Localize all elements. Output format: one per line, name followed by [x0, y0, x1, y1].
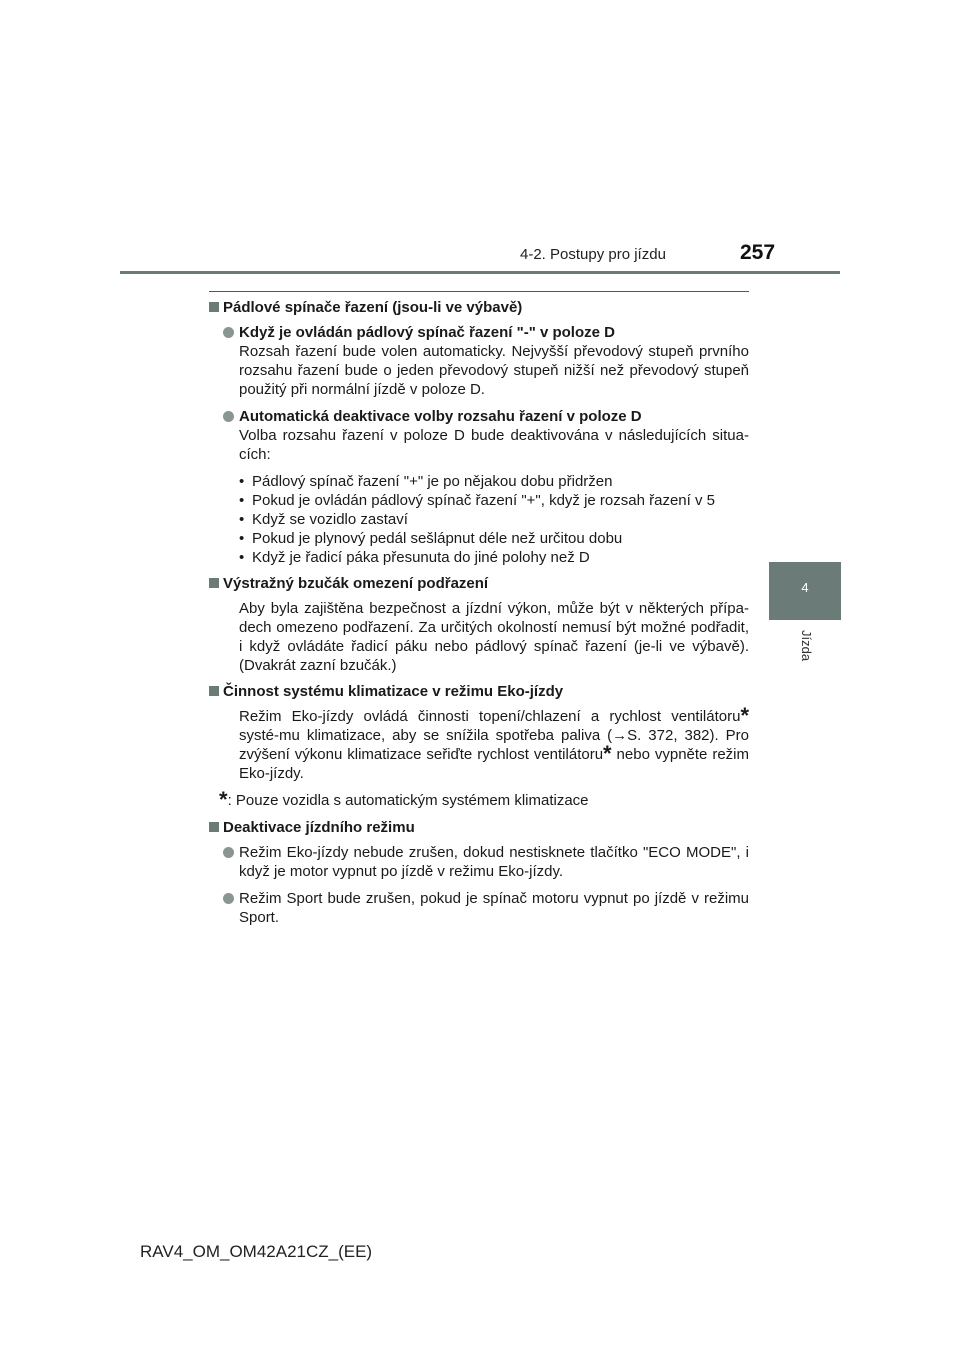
header-rule: [120, 271, 840, 274]
circle-bullet-icon: [223, 327, 234, 338]
section-heading: [209, 818, 749, 837]
subsection-text: Volba rozsahu řazení v poloze D bude deaktivována v následujících situa-cích:: [239, 427, 749, 463]
chapter-label: Jízda: [799, 630, 814, 662]
main-content: [209, 298, 749, 935]
circle-bullet-icon: [223, 847, 234, 858]
section-title: Deaktivace jízdního režimu: [223, 819, 415, 836]
subsection-minus-switch: [209, 323, 749, 399]
list-item: • Pokud je plynový pedál sešlápnut déle než určitou dobu: [239, 529, 749, 548]
document-code: RAV4_OM_OM42A21CZ_(EE): [140, 1242, 373, 1261]
content-top-rule: [209, 291, 749, 292]
subsection-title: Automatická deaktivace volby rozsahu řazení v poloze D: [239, 408, 642, 425]
list-item: • Když se vozidlo zastaví: [239, 510, 749, 529]
section-heading: [209, 574, 749, 593]
chapter-tab: [769, 562, 841, 620]
text-part: nebo vypněte režim Eko-jízdy.: [239, 746, 749, 782]
footnote-marker: *: [603, 741, 612, 766]
section-title: Činnost systému klimatizace v režimu Eko-jízdy: [223, 683, 564, 700]
square-bullet-icon: [209, 302, 219, 312]
square-bullet-icon: [209, 822, 219, 832]
section-downshift-buzzer: [209, 574, 749, 675]
square-bullet-icon: [209, 578, 219, 588]
bullet-list: [209, 472, 749, 567]
subsection-eco: [209, 843, 749, 881]
footnote-text: : Pouze vozidla s automatickým systémem klimatizace: [227, 792, 589, 809]
section-title: Pádlové spínače řazení (jsou-li ve výbavě): [223, 299, 523, 316]
section-drive-mode-deactivation: [209, 818, 749, 927]
subsection-text: Rozsah řazení bude volen automaticky. Nejvyšší převodový stupeň prvního rozsahu řazení bude o jeden převodový stupeň nižší než převodový stupeň použitý při normální jízdě v poloze D.: [239, 343, 749, 398]
section-heading: [209, 298, 749, 317]
text-part: systé-mu klimatizace, aby se snížila spotřeba paliva (: [239, 727, 613, 744]
footnote-marker: *: [219, 787, 228, 812]
list-item: • Když je řadicí páka přesunuta do jiné polohy než D: [239, 548, 749, 567]
section-heading: [209, 682, 749, 701]
subsection-text: Režim Eko-jízdy nebude zrušen, dokud nestisknete tlačítko "ECO MODE", i když je motor vypnut po jízdě v režimu Eko-jízdy.: [239, 844, 749, 880]
text-part: Režim Eko-jízdy ovládá činnosti topení/chlazení a rychlost ventilátoru: [239, 708, 741, 725]
square-bullet-icon: [209, 686, 219, 696]
list-item: • Pokud je ovládán pádlový spínač řazení "+", když je rozsah řazení v 5: [239, 491, 749, 510]
subsection-sport: [209, 889, 749, 927]
section-title: Výstražný bzučák omezení podřazení: [223, 575, 489, 592]
header-section-title: 4-2. Postupy pro jízdu: [520, 246, 666, 263]
section-text: Aby byla zajištěna bezpečnost a jízdní výkon, může být v některých přípa-dech omezeno podřazení. Za určitých okolností nemusí být možné podřadit, i když ovládáte řadicí páku nebo pádlový spínač řazení (je-li ve výbavě). (Dvakrát zazní bzučák.): [239, 600, 749, 674]
list-item: • Pádlový spínač řazení "+" je po nějakou dobu přidržen: [239, 472, 749, 491]
section-text: [209, 703, 749, 783]
footnote-marker: *: [740, 703, 749, 728]
page-reference-arrow-icon: →: [612, 727, 628, 744]
circle-bullet-icon: [223, 893, 234, 904]
subsection-title: Když je ovládán pádlový spínač řazení "-" v poloze D: [239, 324, 615, 341]
section-paddle-shifters: [209, 298, 749, 567]
chapter-number: 4: [801, 580, 809, 595]
footnote: [209, 787, 749, 812]
subsection-text: Režim Sport bude zrušen, pokud je spínač motoru vypnut po jízdě v režimu Sport.: [239, 890, 749, 926]
subsection-auto-deactivation: [209, 407, 749, 464]
text-part: S. 372, 382). Pro zvýšení výkonu klimatizace seřiďte rychlost ventilátoru: [239, 727, 749, 763]
circle-bullet-icon: [223, 411, 234, 422]
page-number: 257: [740, 241, 776, 264]
section-eco-climate: [209, 682, 749, 810]
